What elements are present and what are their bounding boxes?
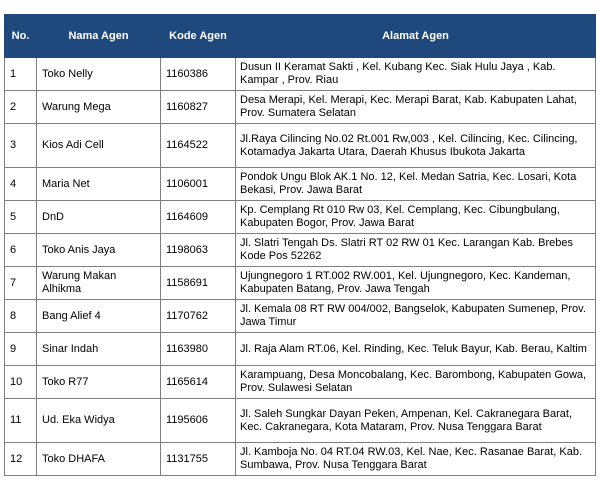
table-body (5, 58, 596, 476)
header-row (5, 15, 596, 58)
cell-alamat-agen: Ujungnegoro 1 RT.002 RW.001, Kel. Ujungnegoro, Kec. Kandeman, Kabupaten Batang, Prov. Jawa Tengah (236, 267, 596, 300)
cell-nama-agen: Kios Adi Cell (37, 124, 161, 168)
cell-nama-agen: Warung Makan Alhikma (37, 267, 161, 300)
header-nama-agen: Nama Agen (37, 15, 161, 58)
table-row (5, 201, 596, 234)
cell-no: 10 (5, 366, 37, 399)
table-row (5, 234, 596, 267)
cell-no: 4 (5, 168, 37, 201)
table-row (5, 267, 596, 300)
table-row (5, 443, 596, 476)
cell-alamat-agen: Kp. Cemplang Rt 010 Rw 03, Kel. Cemplang, Kec. Cibungbulang, Kabupaten Bogor, Prov. Jawa Barat (236, 201, 596, 234)
table-row (5, 300, 596, 333)
table-row (5, 399, 596, 443)
header-kode-agen: Kode Agen (161, 15, 236, 58)
cell-nama-agen: Bang Alief 4 (37, 300, 161, 333)
cell-kode-agen: 1170762 (161, 300, 236, 333)
cell-kode-agen: 1165614 (161, 366, 236, 399)
header-alamat-agen: Alamat Agen (236, 15, 596, 58)
cell-no: 3 (5, 124, 37, 168)
cell-kode-agen: 1195606 (161, 399, 236, 443)
cell-nama-agen: Sinar Indah (37, 333, 161, 366)
cell-no: 6 (5, 234, 37, 267)
cell-alamat-agen: Jl. Slatri Tengah Ds. Slatri RT 02 RW 01 Kec. Larangan Kab. Brebes Kode Pos 52262 (236, 234, 596, 267)
cell-kode-agen: 1160386 (161, 58, 236, 91)
cell-kode-agen: 1158691 (161, 267, 236, 300)
cell-kode-agen: 1198063 (161, 234, 236, 267)
cell-kode-agen: 1106001 (161, 168, 236, 201)
cell-nama-agen: Warung Mega (37, 91, 161, 124)
cell-kode-agen: 1164609 (161, 201, 236, 234)
cell-alamat-agen: Jl. Raja Alam RT.06, Kel. Rinding, Kec. Teluk Bayur, Kab. Berau, Kaltim (236, 333, 596, 366)
table-row (5, 333, 596, 366)
cell-alamat-agen: Dusun II Keramat Sakti , Kel. Kubang Kec. Siak Hulu Jaya , Kab. Kampar , Prov. Riau (236, 58, 596, 91)
table-row (5, 168, 596, 201)
cell-alamat-agen: Jl. Kemala 08 RT RW 004/002, Bangselok, Kabupaten Sumenep, Prov. Jawa Timur (236, 300, 596, 333)
cell-kode-agen: 1164522 (161, 124, 236, 168)
cell-no: 7 (5, 267, 37, 300)
cell-nama-agen: Toko DHAFA (37, 443, 161, 476)
cell-alamat-agen: Jl.Raya Cilincing No.02 Rt.001 Rw,003 , Kel. Cilincing, Kec. Cilincing, Kotamadya Jakarta Utara, Daerah Khusus Ibukota Jakarta (236, 124, 596, 168)
table-header (5, 15, 596, 58)
cell-no: 11 (5, 399, 37, 443)
cell-nama-agen: Toko Anis Jaya (37, 234, 161, 267)
cell-alamat-agen: Jl. Kamboja No. 04 RT.04 RW.03, Kel. Nae, Kec. Rasanae Barat, Kab. Sumbawa, Prov. Nusa Tenggara Barat (236, 443, 596, 476)
cell-alamat-agen: Karampuang, Desa Moncobalang, Kec. Barombong, Kabupaten Gowa, Prov. Sulawesi Selatan (236, 366, 596, 399)
cell-no: 5 (5, 201, 37, 234)
cell-kode-agen: 1131755 (161, 443, 236, 476)
cell-no: 1 (5, 58, 37, 91)
cell-kode-agen: 1163980 (161, 333, 236, 366)
cell-kode-agen: 1160827 (161, 91, 236, 124)
table-row (5, 58, 596, 91)
table-row (5, 366, 596, 399)
table-row (5, 124, 596, 168)
header-no: No. (5, 15, 37, 58)
cell-alamat-agen: Desa Merapi, Kel. Merapi, Kec. Merapi Barat, Kab. Kabupaten Lahat, Prov. Sumatera Selatan (236, 91, 596, 124)
cell-no: 2 (5, 91, 37, 124)
table-row (5, 91, 596, 124)
cell-no: 12 (5, 443, 37, 476)
cell-nama-agen: Maria Net (37, 168, 161, 201)
agent-table (4, 14, 596, 476)
cell-alamat-agen: Jl. Saleh Sungkar Dayan Peken, Ampenan, Kel. Cakranegara Barat, Kec. Cakranegara, Kota Mataram, Prov. Nusa Tenggara Barat (236, 399, 596, 443)
cell-nama-agen: Toko Nelly (37, 58, 161, 91)
cell-nama-agen: Ud. Eka Widya (37, 399, 161, 443)
agent-table-container (4, 14, 596, 476)
cell-no: 9 (5, 333, 37, 366)
cell-nama-agen: Toko R77 (37, 366, 161, 399)
cell-no: 8 (5, 300, 37, 333)
cell-nama-agen: DnD (37, 201, 161, 234)
cell-alamat-agen: Pondok Ungu Blok AK.1 No. 12, Kel. Medan Satria, Kec. Losari, Kota Bekasi, Prov. Jawa Barat (236, 168, 596, 201)
